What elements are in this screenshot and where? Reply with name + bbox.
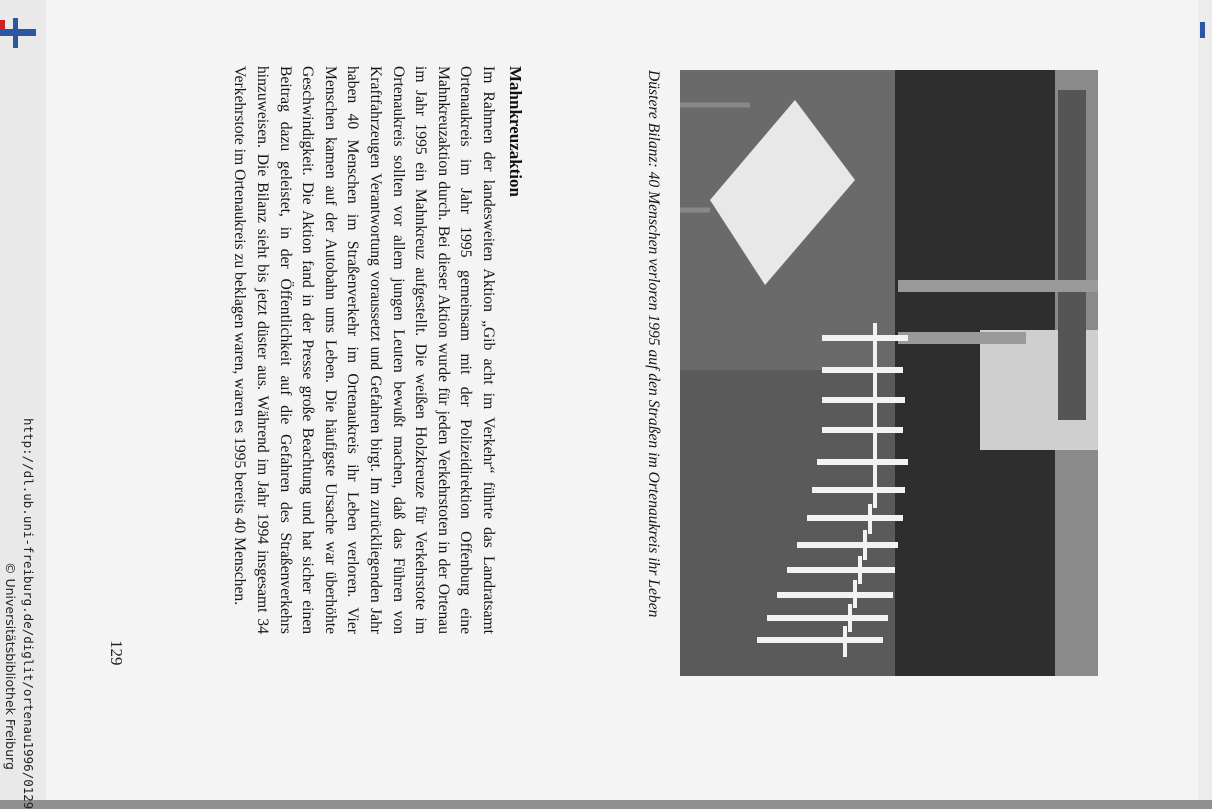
color-target-marker-left	[0, 18, 40, 48]
photo-caption-block	[643, 70, 664, 680]
article-body-block	[228, 66, 525, 634]
memorial-crosses-photo	[680, 70, 1098, 676]
photo-caption: Düstere Bilanz: 40 Menschen verloren 1995 auf den Straßen im Ortenaukreis ihr Leben	[645, 70, 662, 618]
page-number: 129	[107, 640, 126, 666]
article-body-text: Im Rahmen der landesweiten Aktion „Gib acht im Verkehr“ führte das Landratsamt Ortenaukreis im Jahr 1995 gemeinsam mit der Polizeidirektion Offenburg eine Mahnkreuzaktion durch. Bei dieser Aktion wurde für jeden Verkehrstoten in der Ortenau im Jahr 1995 ein Mahnkreuz aufgestellt. Die weißen Holzkreuze für Verkehrstote im Ortenaukreis sollten vor allem jungen Leuten bewußt machen, daß das Führen von Kraftfahrzeugen Verantwortung voraussetzt und Gefahren birgt. Im zurückliegenden Jahr haben 40 Menschen im Straßenverkehr im Ortenaukreis ihr Leben verloren. Vier Menschen kamen auf der Autobahn ums Leben. Die häufigste Ursache war überhöhte Geschwindigkeit. Die Aktion fand in der Presse große Beachtung und hat sicher einen Beitrag dazu geleistet, in der Öffentlichkeit auf die Gefahren des Straßenverkehrs hinzuweisen. Die Bilanz sieht bis jetzt düster aus. Während im Jahr 1994 insgesamt 34 Verkehrstote im Ortenaukreis zu beklagen waren, waren es 1995 bereits 40 Menschen.	[231, 66, 497, 634]
article-heading: Mahnkreuzaktion	[506, 66, 525, 197]
color-target-marker-right	[1198, 20, 1208, 40]
right-margin-strip	[1198, 0, 1212, 800]
library-credit: © Universitätsbibliothek Freiburg	[3, 562, 18, 770]
source-url: http://dl.ub.uni-freiburg.de/diglit/ortenau1996/0129	[21, 418, 36, 809]
